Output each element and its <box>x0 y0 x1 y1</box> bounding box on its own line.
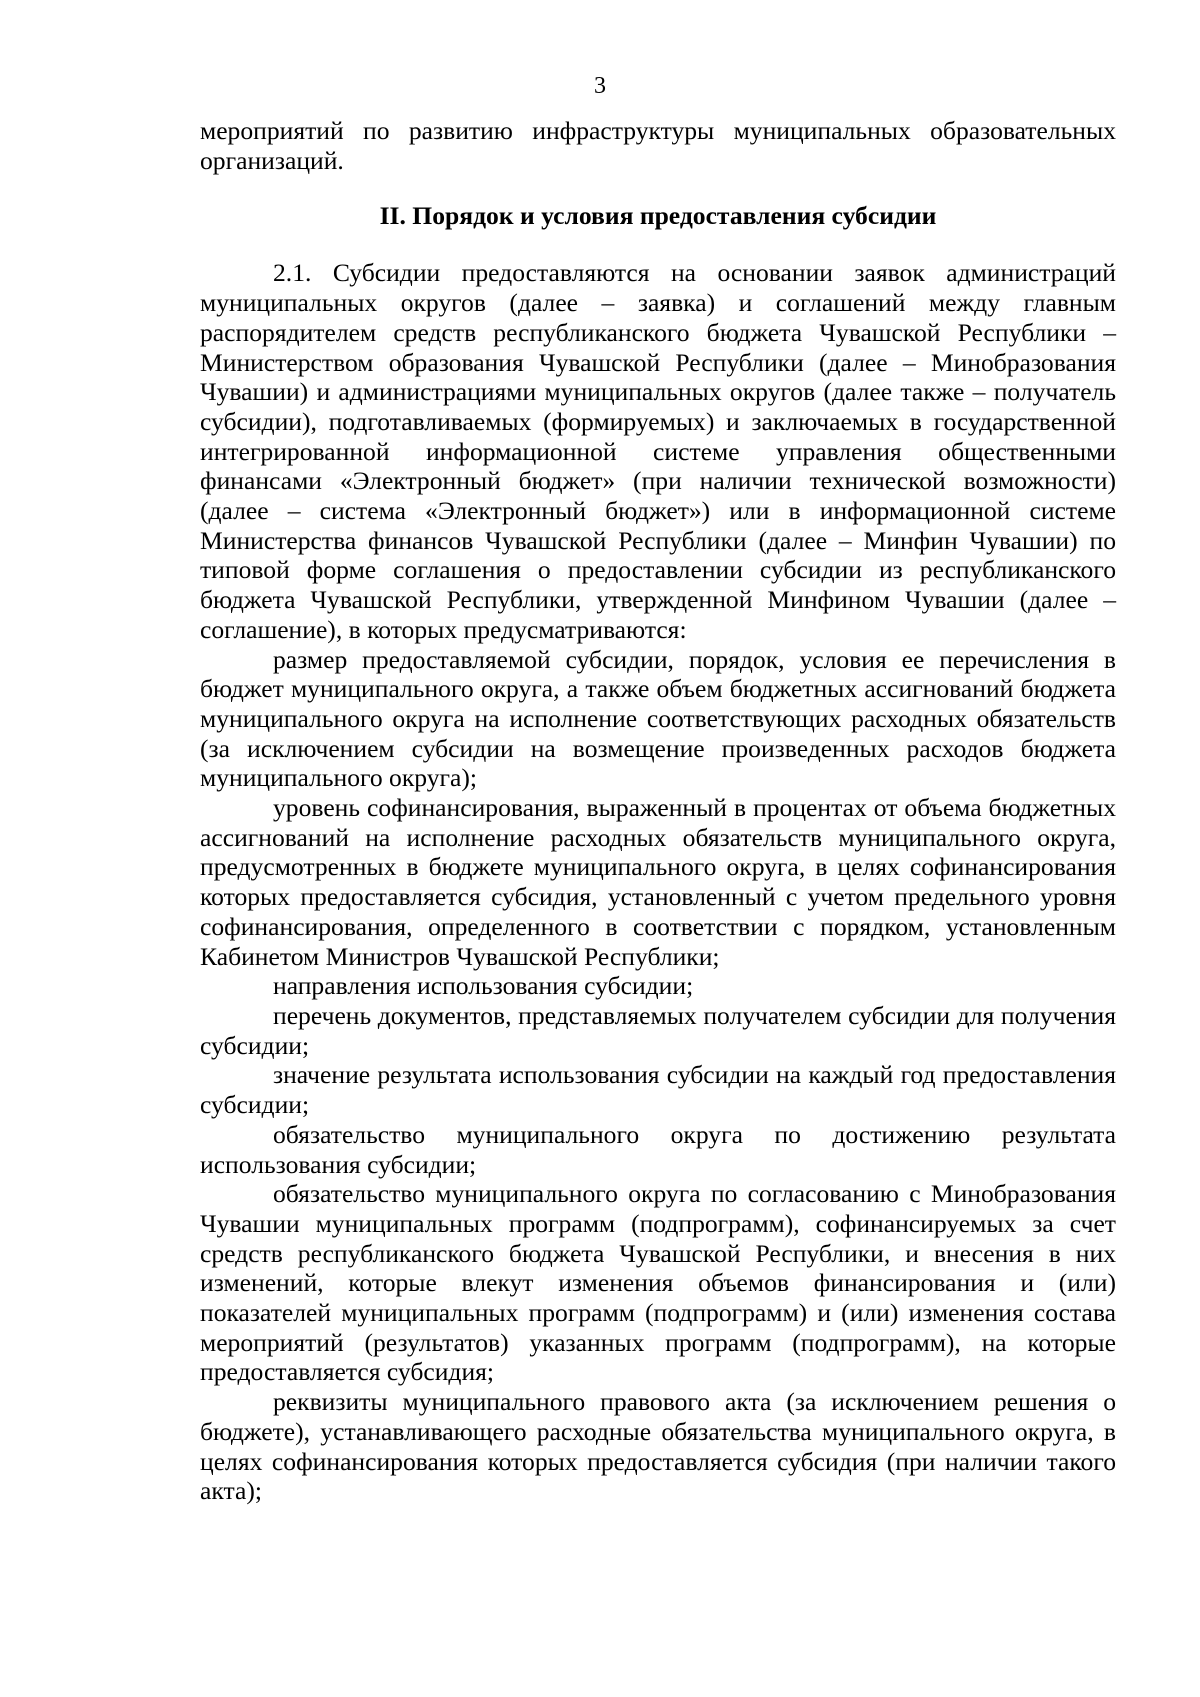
list-item-program-approval: обязательство муниципального округа по согласованию с Минобразования Чувашии муниципальных программ (подпрограмм), софинансируемых за счет средств республиканского бюджета Чувашской Республики, и внесения в них изменений, которые влекут изменения объемов финансирования и (или) показателей муниципальных программ (подпрограмм) и (или) изменения состава мероприятий (результатов) указанных программ (подпрограмм), на которые предоставляется субсидия; <box>200 1179 1116 1387</box>
list-item-result-value: значение результата использования субсидии на каждый год предоставления субсидии; <box>200 1060 1116 1120</box>
list-item-result-obligation: обязательство муниципального округа по достижению результата использования субсидии; <box>200 1119 1116 1179</box>
list-item-cofinancing-level: уровень софинансирования, выраженный в процентах от объема бюджетных ассигнований на исполнение расходных обязательств муниципального округа, предусмотренных в бюджете муниципального округа, в целях софинансирования которых предоставляется субсидия, установленный с учетом предельного уровня софинансирования, определенного в соответствии с порядком, установленным Кабинетом Министров Чувашской Республики; <box>200 793 1116 971</box>
list-item-legal-act-details: реквизиты муниципального правового акта (за исключением решения о бюджете), устанавливающего расходные обязательства муниципального округа, в целях софинансирования которых предоставляется субсидия (при наличии такого акта); <box>200 1387 1116 1506</box>
list-item-usage-directions: направления использования субсидии; <box>273 971 694 1001</box>
list-item-subsidy-size: размер предоставляемой субсидии, порядок, условия ее перечисления в бюджет муниципального округа, а также объем бюджетных ассигнований бюджета муниципального округа на исполнение соответствующих расходных обязательств (за исключением субсидии на возмещение произведенных расходов бюджета муниципального округа); <box>200 644 1116 793</box>
paragraph-2-1: 2.1. Субсидии предоставляются на основании заявок администраций муниципальных округов (далее – заявка) и соглашений между главным распорядителем средств республиканского бюджета Чувашской Республики – Министерством образования Чувашской Республики (далее – Минобразования Чувашии) и администрациями муниципальных округов (далее также – получатель субсидии), подготавливаемых (формируемых) и заключаемых в государственной интегрированной информационной системе управления общественными финансами «Электронный бюджет» (при наличии технической возможности) (далее – система «Электронный бюджет») или в информационной системе Министерства финансов Чувашской Республики (далее – Минфин Чувашии) по типовой форме соглашения о предоставлении субсидии из республиканского бюджета Чувашской Республики, утвержденной Минфином Чувашии (далее – соглашение), в которых предусматриваются: <box>200 258 1116 644</box>
section-heading: II. Порядок и условия предоставления субсидии <box>379 201 937 231</box>
document-body <box>200 116 1116 1506</box>
page-number: 3 <box>594 73 606 99</box>
list-item-documents: перечень документов, представляемых получателем субсидии для получения субсидии; <box>200 1000 1116 1060</box>
paragraph-continuation: мероприятий по развитию инфраструктуры муниципальных образовательных организаций. <box>200 116 1116 175</box>
